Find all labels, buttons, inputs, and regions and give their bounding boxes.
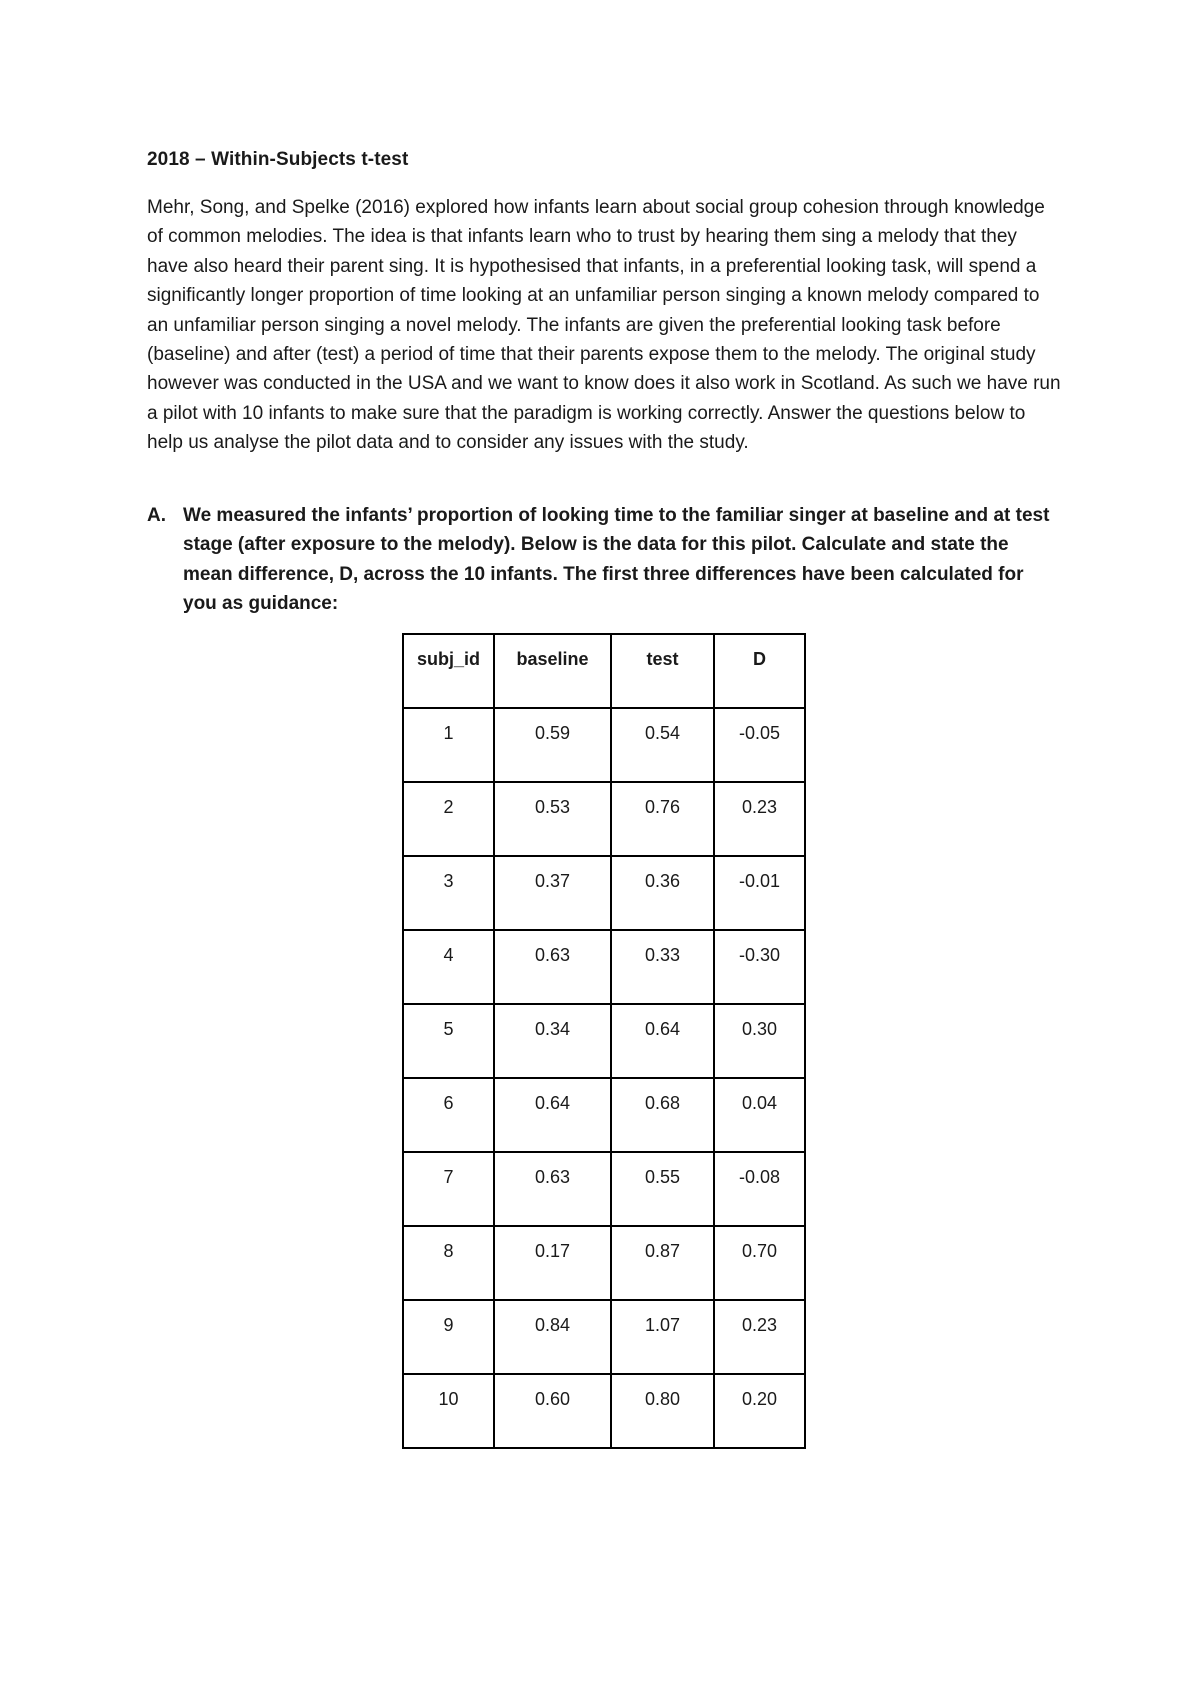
cell-baseline: 0.37 (494, 856, 611, 930)
cell-test: 0.80 (611, 1374, 714, 1448)
cell-subj-id: 6 (403, 1078, 494, 1152)
cell-baseline: 0.63 (494, 930, 611, 1004)
table-row (403, 930, 805, 1004)
table-row (403, 1004, 805, 1078)
header-d: D (714, 634, 805, 708)
table-row (403, 782, 805, 856)
cell-d: -0.08 (714, 1152, 805, 1226)
cell-subj-id: 10 (403, 1374, 494, 1448)
question-text: We measured the infants’ proportion of looking time to the familiar singer at baseline and at test stage (after exposure to the melody). Below is the data for this pilot. Calculate and state the mean difference, D, across the 10 infants. The first three differences have been calculated for you as guidance: (183, 505, 1050, 615)
cell-baseline: 0.34 (494, 1004, 611, 1078)
cell-test: 0.76 (611, 782, 714, 856)
header-test: test (611, 634, 714, 708)
cell-subj-id: 9 (403, 1300, 494, 1374)
cell-d: -0.30 (714, 930, 805, 1004)
cell-test: 0.55 (611, 1152, 714, 1226)
cell-baseline: 0.63 (494, 1152, 611, 1226)
cell-baseline: 0.53 (494, 782, 611, 856)
cell-subj-id: 7 (403, 1152, 494, 1226)
cell-test: 0.68 (611, 1078, 714, 1152)
cell-subj-id: 2 (403, 782, 494, 856)
intro-paragraph: Mehr, Song, and Spelke (2016) explored how infants learn about social group cohesion through knowledge of common melodies. The idea is that infants learn who to trust by hearing them sing a melody that they have also heard their parent sing. It is hypothesised that infants, in a preferential looking task, will spend a significantly longer proportion of time looking at an unfamiliar person singing a known melody compared to an unfamiliar person singing a novel melody. The infants are given the preferential looking task before (baseline) and after (test) a period of time that their parents expose them to the melody. The original study however was conducted in the USA and we want to know does it also work in Scotland. As such we have run a pilot with 10 infants to make sure that the paradigm is working correctly. Answer the questions below to help us analyse the pilot data and to consider any issues with the study. (147, 197, 1061, 454)
cell-d: -0.05 (714, 708, 805, 782)
header-subj-id: subj_id (403, 634, 494, 708)
question-label: A. (147, 505, 166, 526)
cell-d: 0.04 (714, 1078, 805, 1152)
table-row (403, 1078, 805, 1152)
table-row (403, 1300, 805, 1374)
table-row (403, 1226, 805, 1300)
cell-d: 0.20 (714, 1374, 805, 1448)
table-header-row (403, 634, 805, 708)
cell-baseline: 0.17 (494, 1226, 611, 1300)
table-row (403, 856, 805, 930)
cell-d: -0.01 (714, 856, 805, 930)
cell-test: 1.07 (611, 1300, 714, 1374)
cell-d: 0.23 (714, 1300, 805, 1374)
header-baseline: baseline (494, 634, 611, 708)
cell-baseline: 0.84 (494, 1300, 611, 1374)
cell-test: 0.64 (611, 1004, 714, 1078)
cell-subj-id: 8 (403, 1226, 494, 1300)
cell-test: 0.54 (611, 708, 714, 782)
cell-subj-id: 3 (403, 856, 494, 930)
cell-test: 0.36 (611, 856, 714, 930)
cell-d: 0.23 (714, 782, 805, 856)
data-table (402, 633, 806, 1449)
cell-baseline: 0.59 (494, 708, 611, 782)
cell-subj-id: 1 (403, 708, 494, 782)
table-row (403, 708, 805, 782)
cell-baseline: 0.60 (494, 1374, 611, 1448)
cell-subj-id: 5 (403, 1004, 494, 1078)
cell-d: 0.30 (714, 1004, 805, 1078)
question-a (147, 501, 1062, 619)
cell-subj-id: 4 (403, 930, 494, 1004)
cell-baseline: 0.64 (494, 1078, 611, 1152)
document-heading: 2018 – Within-Subjects t-test (147, 149, 409, 170)
cell-test: 0.33 (611, 930, 714, 1004)
cell-d: 0.70 (714, 1226, 805, 1300)
table-row (403, 1152, 805, 1226)
table-row (403, 1374, 805, 1448)
cell-test: 0.87 (611, 1226, 714, 1300)
